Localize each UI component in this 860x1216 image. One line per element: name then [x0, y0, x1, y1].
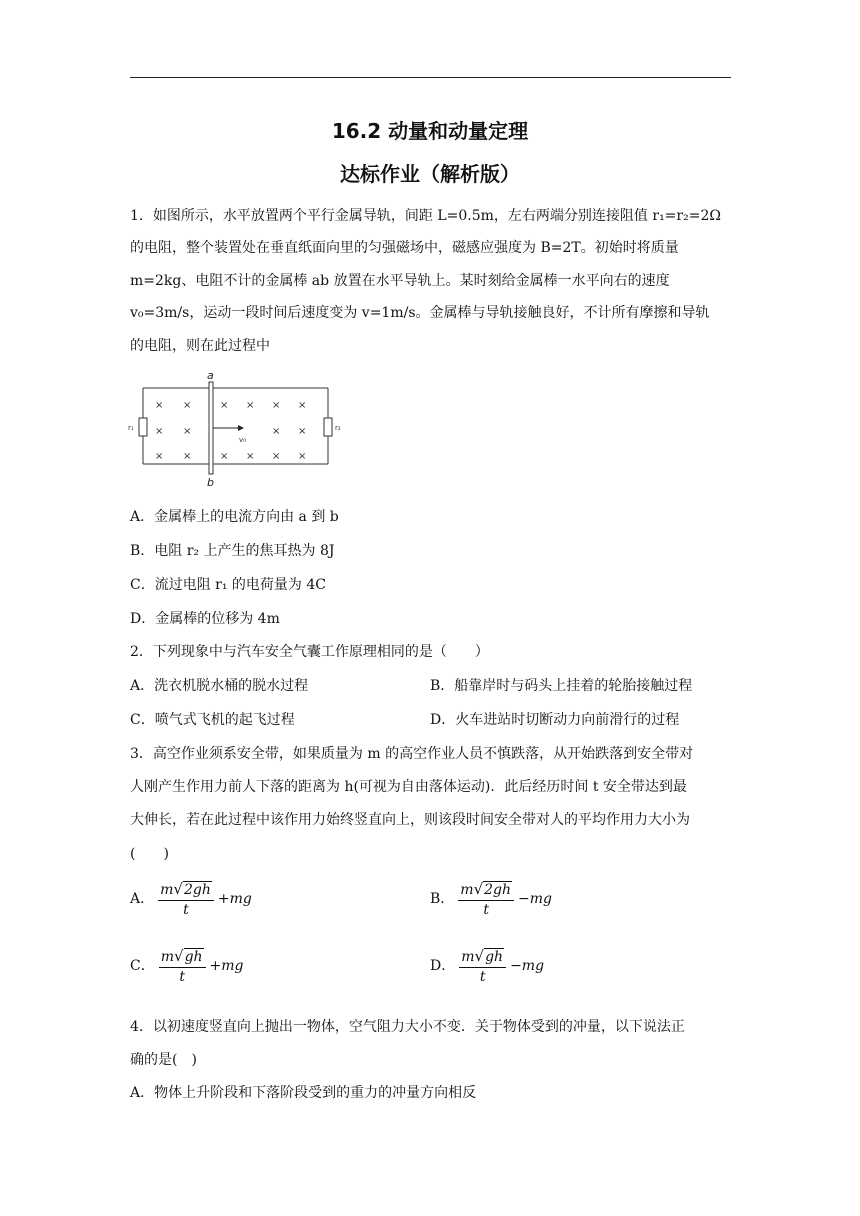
field-cross: ×	[183, 426, 192, 437]
field-cross: ×	[183, 400, 192, 411]
q3-option-a	[130, 880, 252, 918]
label-a: a	[207, 369, 214, 382]
metal-rod-ab	[209, 382, 213, 474]
field-cross: ×	[298, 451, 307, 462]
q3-line-2: 人刚产生作用力前人下落的距离为 h(可视为自由落体运动)．此后经历时间 t 安全带达到最	[130, 779, 687, 795]
option-tail: +mg	[209, 958, 244, 974]
option-label: A．	[130, 891, 155, 907]
q1-line-1: 1．如图所示，水平放置两个平行金属导轨，间距 L=0.5m，左右两端分别连接阻值 r₁=r₂=2Ω	[130, 208, 721, 224]
option-tail: −mg	[510, 958, 545, 974]
numerator-m: m	[460, 882, 474, 898]
q4-line-2: 确的是( )	[130, 1052, 197, 1068]
q3-option-d	[430, 947, 544, 985]
field-cross: ×	[220, 451, 229, 462]
resistor-r2	[324, 418, 332, 436]
label-r1: r₁	[128, 424, 134, 432]
header-rule	[130, 77, 731, 78]
field-cross: ×	[298, 426, 307, 437]
denominator: t	[483, 902, 489, 918]
numerator-m: m	[160, 949, 174, 965]
q2-option-d: D．火车进站时切断动力向前滑行的过程	[430, 712, 680, 728]
denominator: t	[179, 969, 185, 985]
page-title: 16.2 动量和动量定理	[331, 119, 529, 143]
q2-option-a: A．洗衣机脱水桶的脱水过程	[130, 678, 309, 694]
rail-circuit-figure	[128, 368, 350, 492]
q1-line-3: m=2kg、电阻不计的金属棒 ab 放置在水平导轨上。某时刻给金属棒一水平向右的速度	[130, 273, 670, 289]
option-label: C．	[130, 958, 155, 974]
field-cross: ×	[220, 400, 229, 411]
field-cross: ×	[246, 400, 255, 411]
resistor-r1	[139, 418, 147, 436]
label-b: b	[207, 476, 214, 489]
q4-line-1: 4．以初速度竖直向上抛出一物体，空气阻力大小不变．关于物体受到的冲量，以下说法正	[130, 1019, 685, 1035]
q1-option-b: B．电阻 r₂ 上产生的焦耳热为 8J	[130, 543, 335, 559]
option-label: B．	[430, 891, 455, 907]
field-cross: ×	[272, 451, 281, 462]
q3-option-c	[130, 947, 244, 985]
radicand: gh	[184, 949, 203, 965]
radicand: 2gh	[183, 882, 211, 898]
fraction: $\frac{m√gh}{t}$	[459, 947, 506, 985]
page-subtitle: 达标作业（解析版）	[340, 162, 520, 186]
fraction: $\frac{m√2gh}{t}$	[158, 880, 214, 918]
q1-line-2: 的电阻，整个装置处在垂直纸面向里的匀强磁场中，磁感应强度为 B=2T。初始时将质量	[130, 240, 679, 256]
q1-option-c: C．流过电阻 r₁ 的电荷量为 4C	[130, 577, 326, 593]
label-r2: r₂	[335, 424, 341, 432]
q4-option-a: A．物体上升阶段和下落阶段受到的重力的冲量方向相反	[130, 1085, 477, 1101]
radicand: gh	[485, 949, 504, 965]
radicand: 2gh	[484, 882, 512, 898]
numerator-m: m	[461, 949, 475, 965]
field-cross: ×	[155, 400, 164, 411]
q3-line-3: 大伸长，若在此过程中该作用力始终竖直向上，则该段时间安全带对人的平均作用力大小为	[130, 812, 690, 828]
field-cross: ×	[183, 451, 192, 462]
field-cross: ×	[272, 426, 281, 437]
magnetic-field-crosses	[155, 400, 306, 462]
q2-option-c: C．喷气式飞机的起飞过程	[130, 712, 295, 728]
denominator: t	[479, 969, 486, 985]
q3-line-1: 3．高空作业须系安全带，如果质量为 m 的高空作业人员不慎跌落，从开始跌落到安全带对	[130, 746, 694, 762]
denominator: t	[183, 902, 189, 918]
field-cross: ×	[155, 426, 164, 437]
arrowhead-icon	[238, 425, 244, 431]
fraction: $\frac{m√gh}{t}$	[159, 947, 206, 985]
fraction: $\frac{m√2gh}{t}$	[458, 880, 514, 918]
field-cross: ×	[272, 400, 281, 411]
q3-line-4: ( )	[130, 846, 169, 862]
field-cross: ×	[155, 451, 164, 462]
q1-option-d: D．金属棒的位移为 4m	[130, 611, 280, 627]
q1-line-5: 的电阻，则在此过程中	[130, 338, 270, 354]
q3-option-b	[430, 880, 552, 918]
label-v0: v₀	[239, 436, 246, 444]
q1-option-a: A．金属棒上的电流方向由 a 到 b	[130, 509, 339, 525]
field-cross: ×	[246, 451, 255, 462]
q1-line-4: v₀=3m/s，运动一段时间后速度变为 v=1m/s。金属棒与导轨接触良好，不计所有摩擦和导轨	[130, 305, 710, 321]
q2-option-b: B．船靠岸时与码头上挂着的轮胎接触过程	[430, 678, 693, 694]
option-label: D．	[430, 958, 456, 974]
field-cross: ×	[298, 400, 307, 411]
option-tail: −mg	[518, 891, 552, 907]
q2-stem: 2．下列现象中与汽车安全气囊工作原理相同的是（ ）	[130, 644, 489, 660]
numerator-m: m	[160, 882, 174, 898]
option-tail: +mg	[217, 891, 252, 907]
